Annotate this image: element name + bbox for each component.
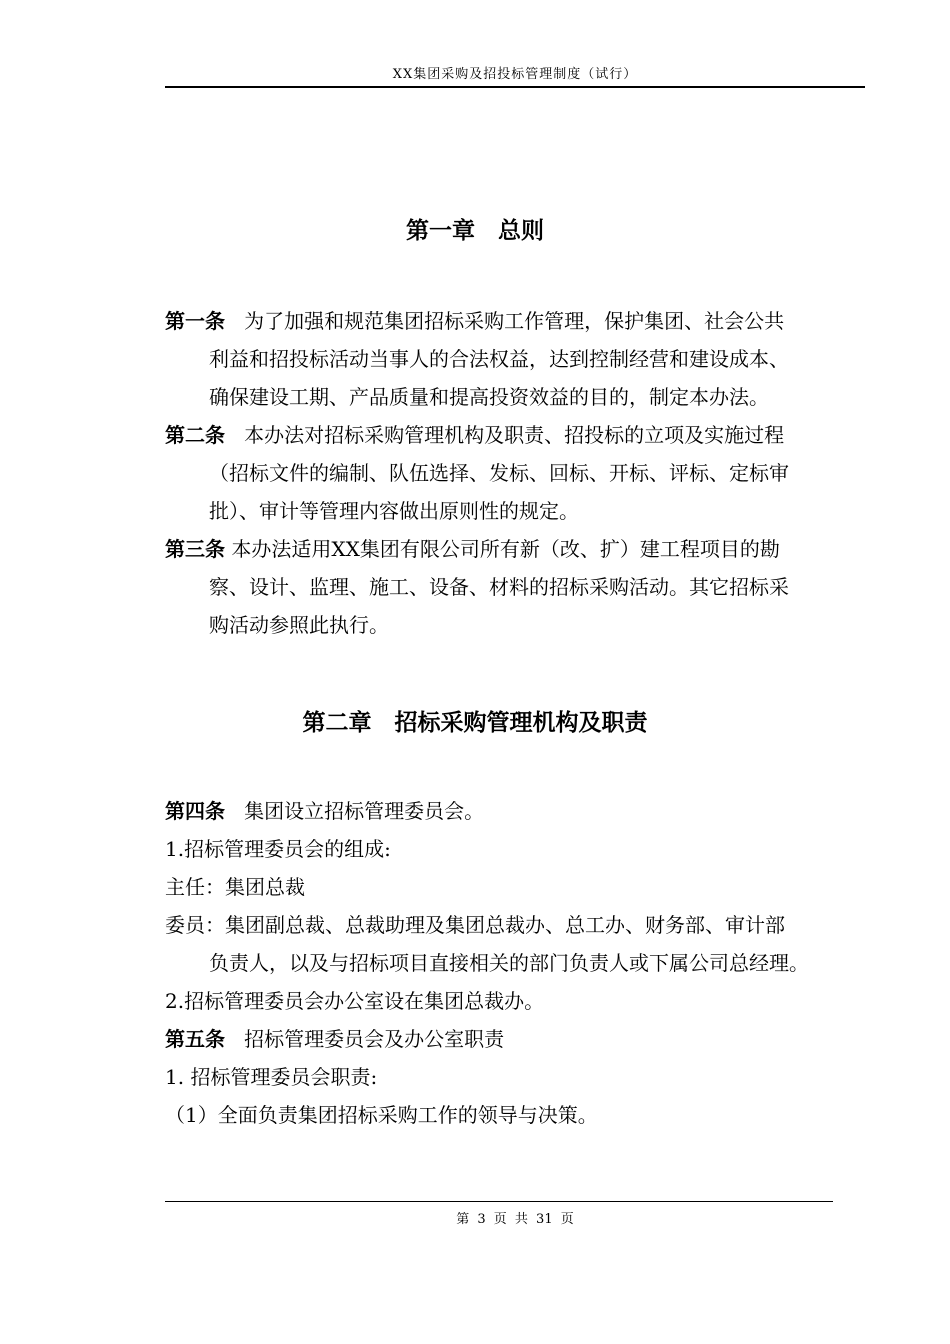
article-5-label: 第五条 (165, 1027, 225, 1051)
article-2-line-2: （招标文件的编制、队伍选择、发标、回标、开标、评标、定标审 (209, 461, 789, 485)
article-1-line-1 (165, 308, 784, 334)
article-4-text-1: 集团设立招标管理委员会。 (244, 799, 485, 823)
article-4-line-1 (165, 798, 484, 824)
article-3-text-1: 本办法适用XX集团有限公司所有新（改、扩）建工程项目的勘 (231, 537, 780, 561)
chapter-2-title: 第二章 招标采购管理机构及职责 (302, 710, 648, 736)
committee-members-line-2: 负责人，以及与招标项目直接相关的部门负责人或下属公司总经理。 (209, 951, 809, 975)
committee-director: 主任：集团总裁 (165, 875, 305, 899)
article-2-line-1 (165, 422, 784, 448)
running-header: XX集团采购及招投标管理制度（试行） (165, 64, 865, 88)
article-2-label: 第二条 (165, 423, 225, 447)
article-3-line-3: 购活动参照此执行。 (209, 613, 389, 637)
page-number: 第 3 页 共 31 页 (456, 1212, 574, 1227)
article-1-text-1: 为了加强和规范集团招标采购工作管理，保护集团、社会公共 (244, 309, 785, 333)
article-1-line-3: 确保建设工期、产品质量和提高投资效益的目的，制定本办法。 (209, 385, 769, 409)
article-3-label: 第三条 (165, 537, 225, 561)
article-1-label: 第一条 (165, 309, 225, 333)
footer-rule (165, 1201, 833, 1202)
article-5-line-1 (165, 1026, 504, 1052)
article-5-text-1: 招标管理委员会及办公室职责 (244, 1027, 505, 1051)
article-1-line-2: 利益和招投标活动当事人的合法权益，达到控制经营和建设成本、 (209, 347, 789, 371)
article-4-label: 第四条 (165, 799, 225, 823)
committee-members-line-1: 委员：集团副总裁、总裁助理及集团总裁办、总工办、财务部、审计部 (165, 913, 785, 937)
chapter-1-title: 第一章 总则 (406, 218, 544, 244)
article-3-line-2: 察、设计、监理、施工、设备、材料的招标采购活动。其它招标采 (209, 575, 789, 599)
article-2-text-1: 本办法对招标采购管理机构及职责、招投标的立项及实施过程 (244, 423, 785, 447)
committee-duty-1: （1）全面负责集团招标采购工作的领导与决策。 (165, 1103, 598, 1127)
article-2-line-3: 批）、审计等管理内容做出原则性的规定。 (209, 499, 579, 523)
article-3-line-1 (165, 536, 780, 562)
committee-duties-heading: 1. 招标管理委员会职责: (165, 1065, 378, 1089)
committee-composition: 1.招标管理委员会的组成: (165, 837, 391, 861)
committee-office: 2.招标管理委员会办公室设在集团总裁办。 (165, 989, 545, 1013)
